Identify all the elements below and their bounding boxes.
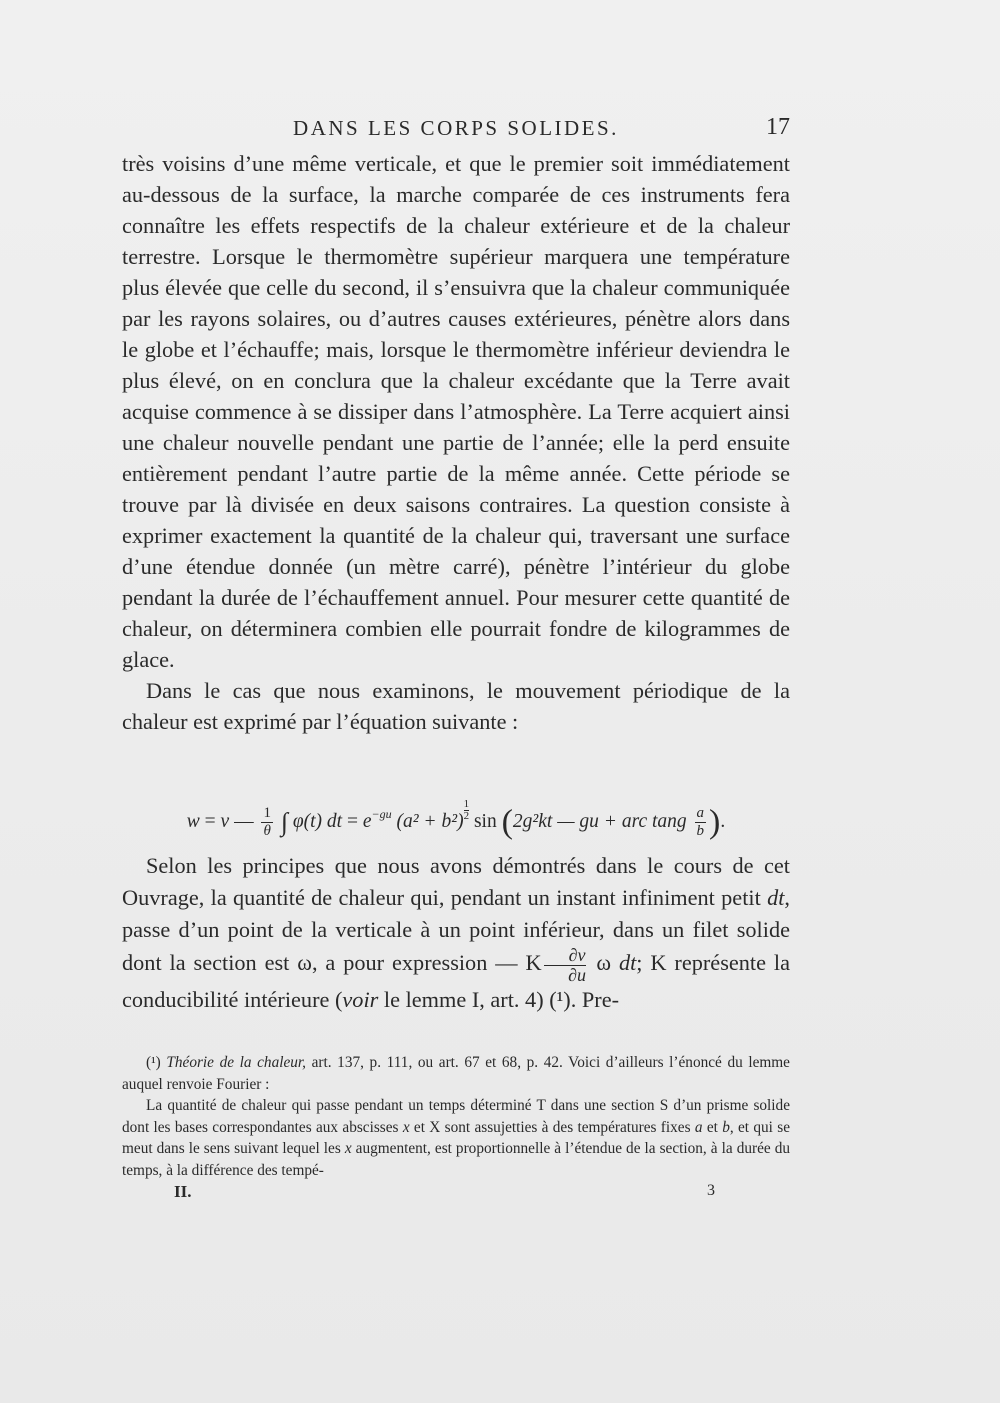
eq-frac-den: θ [263,823,271,840]
eq-left-paren: ( [501,803,513,841]
page-number: 17 [766,114,790,140]
paragraph-3-text [122,850,790,1016]
footnote-1 [122,1052,790,1095]
eq-fraction-a-b [695,806,707,839]
integral-sign: ∫ [280,807,288,837]
eq-ab-den: b [696,823,705,840]
eq-sin: sin [473,811,497,832]
fn1-title: Théorie de la chaleur, [166,1054,306,1071]
paragraph-1: très voisins d’une même verticale, et que le premier soit immédiatement au-dessous de la surface, la marche comparée de ces instruments fera connaître les effets respectifs de la chaleur extérieure et de la chaleur terrestre. Lorsque le thermomètre supérieur marquera une température plus élevée que celle du second, il s’ensuivra que la chaleur communiquée par les rayons solaires, ou d’autres causes extérieures, pénètre alors dans le globe et l’échauffe; mais, lorsque le thermomètre inférieur deviendra le plus élevé, on en conclura que la chaleur excédante que la Terre avait acquise commence à se dissiper dans l’atmosphère. La Terre acquiert ainsi une chaleur nouvelle pendant une partie de l’année; elle la perd ensuite entièrement pendant l’autre partie de la même année. Cette période se trouve par là divisée en deux saisons contraires. La question consiste à exprimer exactement la quantité de la chaleur qui, traversant une surface d’une étendue donnée (un mètre carré), pénètre l’intérieur du globe pendant la durée de l’échauffement annuel. Pour mesurer cette quantité de chaleur, on déterminera combien elle pourrait fondre de kilogrammes de glace. [122,151,790,672]
footnote-2 [122,1095,790,1181]
running-head-title: DANS LES CORPS SOLIDES. [293,116,619,140]
p3-du: ∂u [568,965,586,985]
fn2-x: x [402,1118,410,1136]
eq-equals-2: = [346,811,358,832]
eq-fraction-1-theta [261,806,273,839]
eq-argument: 2g²kt — gu + arc tang [512,811,687,832]
fn1-marker: (¹) [146,1054,167,1071]
fn2-text-5: augmentent, est proportionnelle à l’étendue de la section, à la durée du temps, à la différence des tempé- [122,1140,791,1179]
p3-dt-2: dt [618,950,637,976]
p3-text-5: le lemme I, art. 4) (¹). Pre- [378,987,620,1012]
body-text [122,148,790,737]
eq-phi-t-dt: φ(t) dt [292,811,343,832]
p3-dt: dt [767,885,785,910]
running-head [122,112,790,142]
eq-half-power [464,799,470,822]
fn2-text-4: , et qui se meut dans le sens suivant lequel les [122,1118,790,1157]
p3-text-1: Selon les principes que nous avons démontrés dans le cours de cet Ouvrage, la quantité de chaleur qui, pendant un instant infiniment petit [122,853,790,910]
eq-exp-base: e [362,811,372,832]
p3-voir: voir [342,987,379,1012]
paragraph-3 [122,850,790,1016]
eq-half-den: 2 [463,810,470,822]
p3-text-2: , passe d’un point de la verticale à un point inférieur, dans un filet solide dont la section est ω, a pour expression — K [122,885,790,976]
eq-half-num: 1 [463,798,470,810]
fn2-b: b [722,1118,730,1136]
signature-volume: II. [174,1182,192,1201]
p3-text-3: ω [588,950,619,976]
p3-dv: ∂v [544,946,587,966]
paragraph-2: Dans le cas que nous examinons, le mouvement périodique de la chaleur est exprimé par l’équation suivante : [122,678,790,734]
eq-right-paren: ) [709,803,721,841]
eq-ab-num: a [696,805,705,822]
fn2-text-2: et X sont assujetties à des températures fixes [409,1118,695,1136]
eq-frac-num: 1 [263,805,271,822]
signature-sheet: 3 [707,1182,715,1199]
footnotes [122,1052,790,1181]
eq-exp-sup: −gu [371,807,392,821]
fn1-rest: art. 137, p. 111, ou art. 67 et 68, p. 42. Voici d’ailleurs l’énoncé du lemme auquel renvoie Fourier : [122,1054,790,1093]
partial-derivative-dv-du [544,946,587,984]
eq-v: v [220,811,230,832]
eq-minus: — [234,811,254,832]
fn2-text-1: La quantité de chaleur qui passe pendant un temps déterminé T dans une section S d’un prisme solide dont les bases correspondantes aux abscisses [122,1097,790,1136]
fn2-a: a [694,1118,703,1136]
fn2-text-3: et [702,1118,723,1136]
fn2-x-2: x [344,1140,352,1157]
eq-equals-1: = [204,811,216,832]
eq-period: . [720,811,726,832]
eq-w: w [186,811,200,832]
eq-paren-ab: (a² + b²) [396,811,464,832]
p3-text-4: ; K représente la conducibilité intérieure ( [122,950,790,1012]
equation [122,786,790,842]
